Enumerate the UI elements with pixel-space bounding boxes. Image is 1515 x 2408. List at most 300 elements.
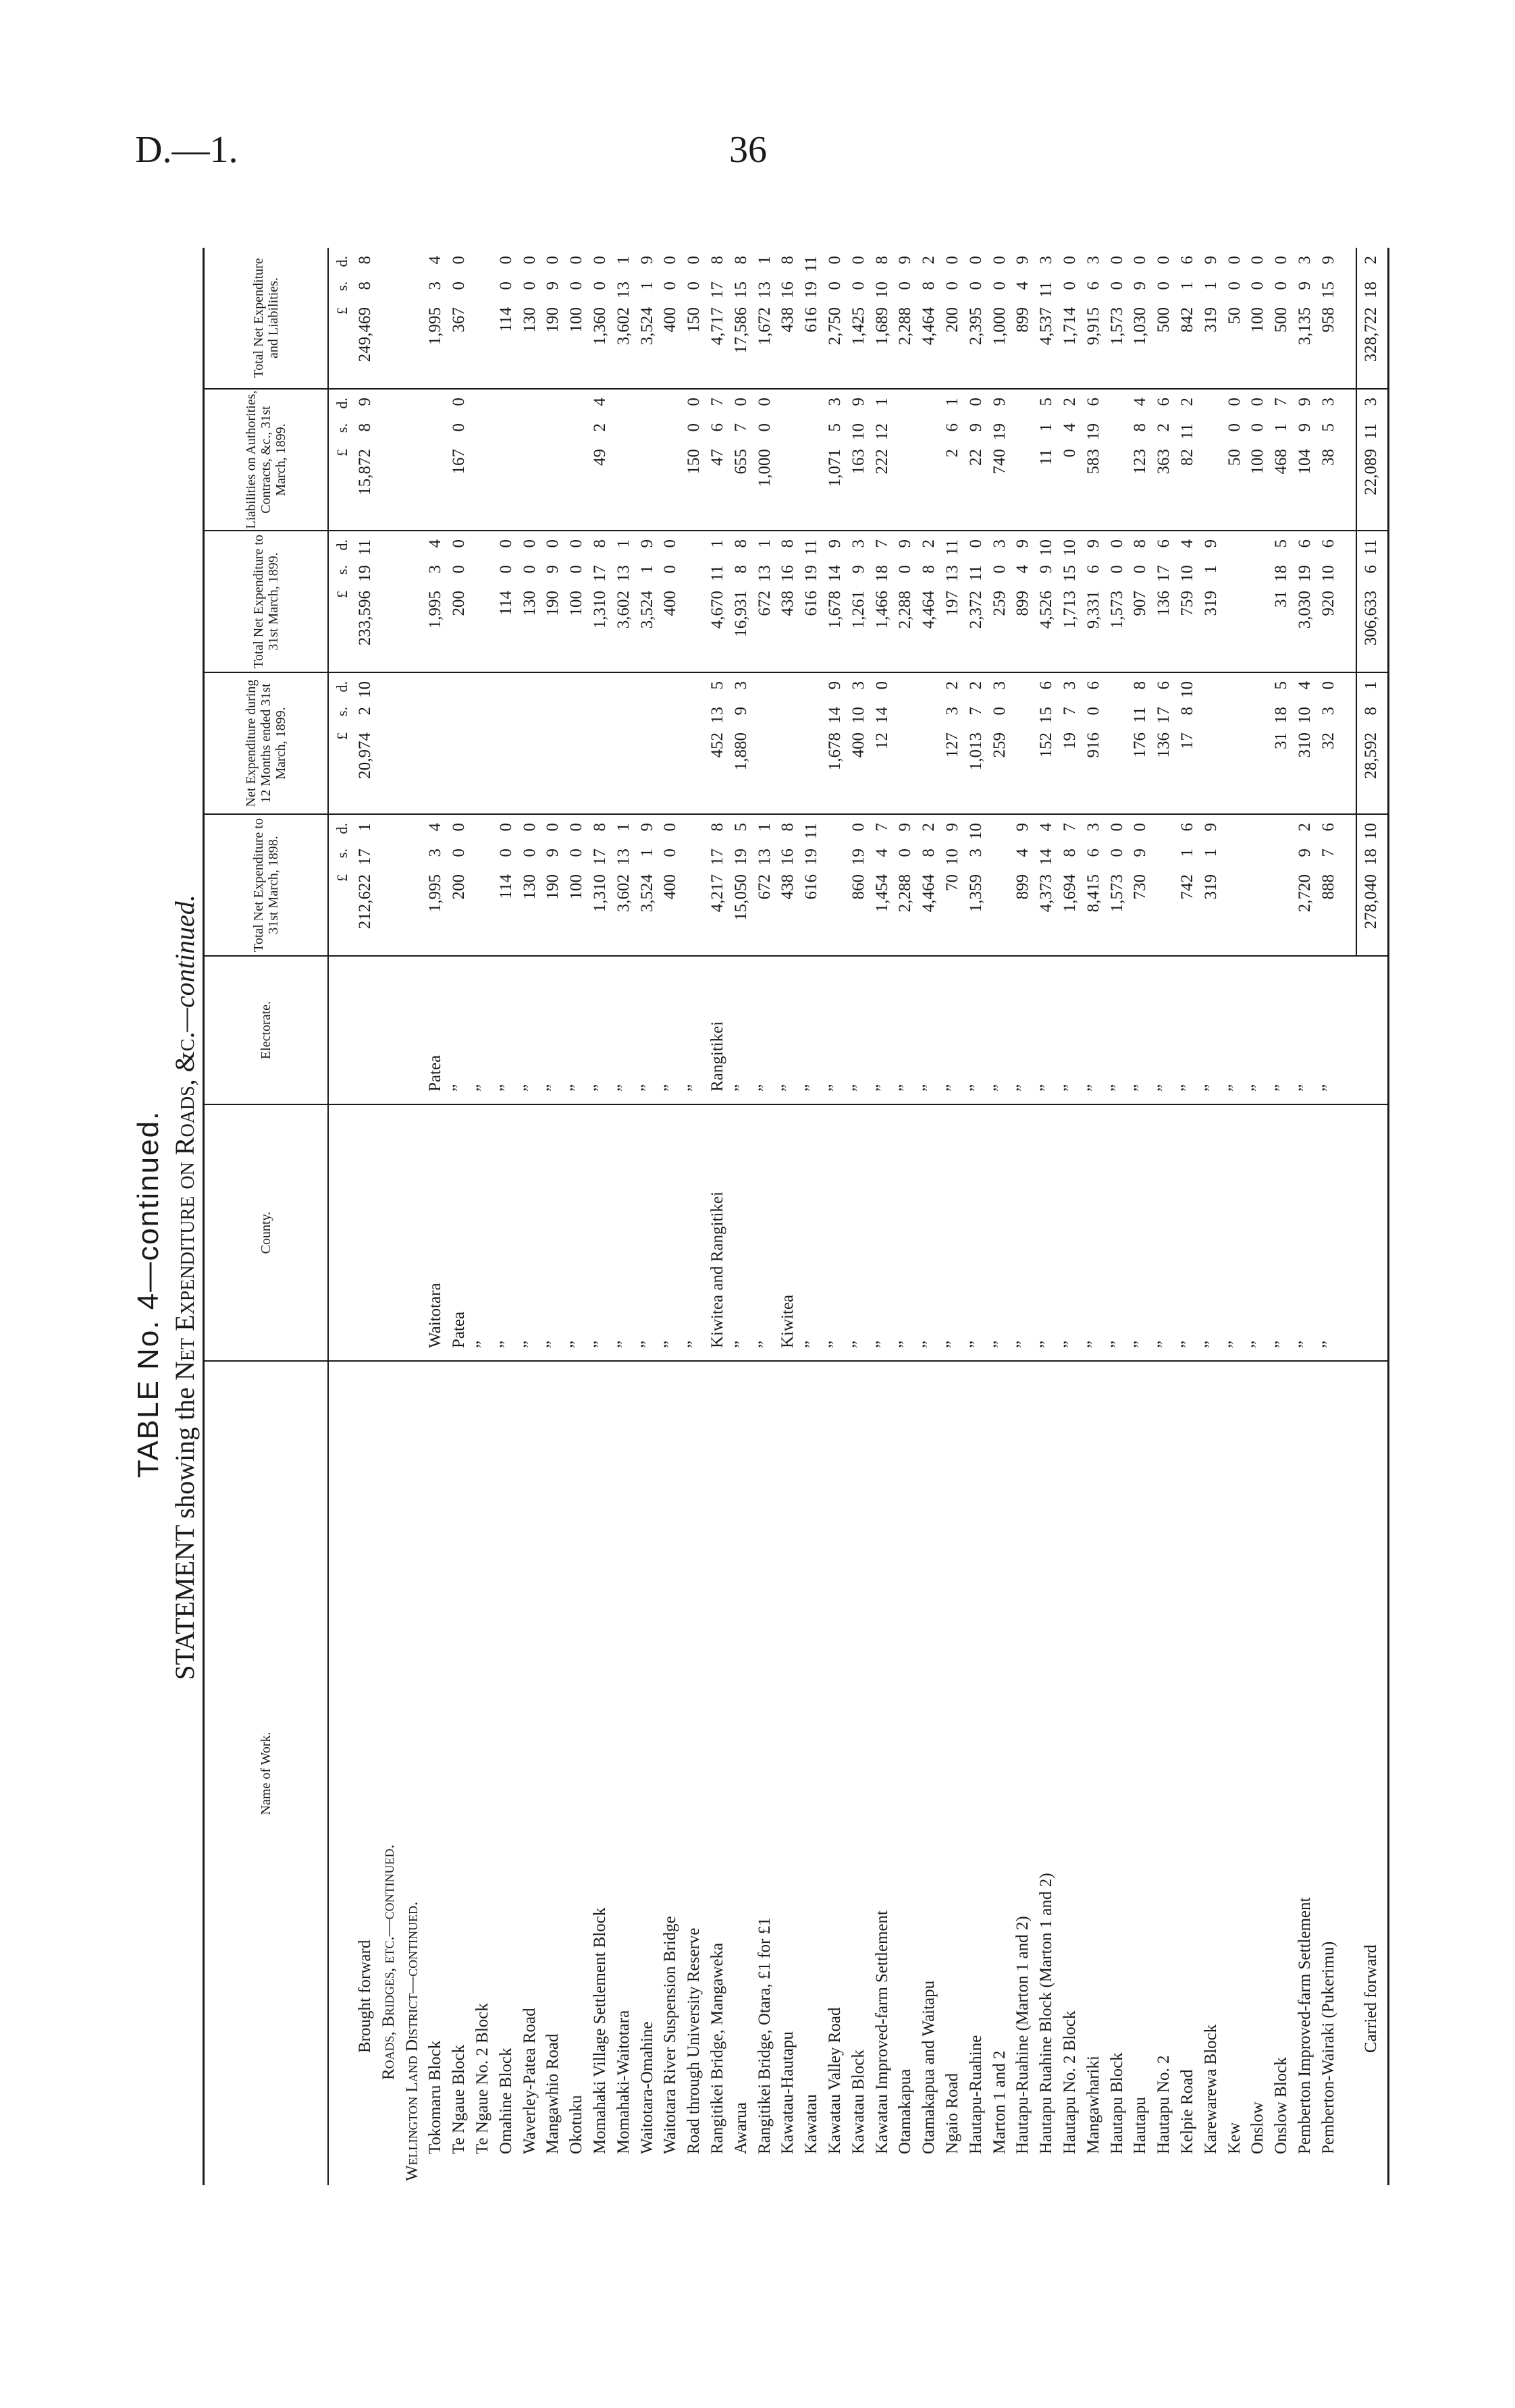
c3-pence: 9	[1084, 539, 1102, 548]
c1-pounds: 616	[802, 874, 821, 900]
c3-pence: 7	[872, 539, 891, 548]
c5-pounds: 200	[943, 307, 961, 333]
county-cell: ”	[1037, 1340, 1056, 1348]
c2-shillings: 14	[826, 707, 844, 724]
c4-pence: 6	[1154, 398, 1173, 406]
work-name: Kew	[1225, 2122, 1244, 2154]
c3-pence: 10	[1037, 539, 1056, 556]
electorate-cell: ”	[896, 1083, 915, 1092]
c3-shillings: 19	[802, 565, 821, 582]
c4-pounds: 15,872	[356, 449, 374, 496]
c2-shillings: 3	[943, 707, 961, 716]
electorate-cell: ”	[778, 1083, 797, 1092]
c5-shillings: 15	[731, 282, 750, 298]
c5-pounds: 114	[496, 307, 515, 332]
table-row	[1295, 248, 1315, 2185]
c3-pence: 0	[661, 539, 680, 548]
c2-pence: 1	[1362, 681, 1380, 690]
work-name: Hautapu No. 2	[1154, 2055, 1173, 2154]
county-cell: ”	[755, 1340, 774, 1348]
c4-shillings: 10	[849, 423, 868, 440]
c2-pounds: 152	[1037, 732, 1056, 758]
table-row	[755, 248, 775, 2185]
c4-shillings: 19	[1084, 423, 1102, 440]
c1-pounds: 319	[1201, 874, 1220, 900]
work-name: Mangawhio Road	[543, 2033, 562, 2154]
col-header-total-1898: Total Net Expenditure to 31st March, 1898.	[251, 818, 281, 952]
c3-pounds: 1,261	[849, 591, 868, 629]
electorate-cell: ”	[1272, 1083, 1291, 1092]
table-row	[990, 248, 1010, 2185]
county-cell: Kiwitea and Rangitikei	[708, 1192, 726, 1348]
c3-shillings: 0	[567, 565, 586, 574]
c1-shillings: 6	[1084, 849, 1102, 857]
work-name: Tokomaru Block	[426, 2040, 445, 2154]
c1-shillings: 8	[1061, 849, 1079, 857]
c4-shillings: 0	[450, 423, 469, 432]
c4-pence: 0	[731, 398, 750, 406]
work-name: Road through University Reserve	[685, 1927, 703, 2154]
c4-shillings: 9	[966, 423, 985, 432]
c4-pounds: 150	[685, 449, 703, 475]
c2-pounds: 31	[1272, 732, 1291, 749]
c1-shillings: 0	[1107, 849, 1126, 857]
c5-pence: 4	[426, 256, 445, 265]
unit-s: s.	[334, 707, 350, 717]
c3-pence: 10	[1061, 539, 1079, 556]
county-cell: ”	[543, 1340, 562, 1348]
c5-pence: 0	[543, 256, 562, 265]
work-name: Hautapu-Ruahine (Marton 1 and 2)	[1013, 1916, 1032, 2154]
c1-pounds: 70	[943, 874, 961, 891]
c4-pence: 0	[450, 398, 469, 406]
c4-pounds: 11	[1037, 449, 1056, 466]
c3-shillings: 10	[1178, 565, 1196, 582]
c4-pence: 4	[1131, 398, 1150, 406]
c5-pounds: 842	[1178, 307, 1196, 333]
c3-shillings: 6	[1362, 565, 1380, 574]
c4-pence: 3	[1319, 398, 1337, 406]
c5-pence: 6	[1178, 256, 1196, 265]
units-row	[332, 248, 352, 2185]
unit-s: s.	[334, 282, 350, 292]
c3-pounds: 672	[755, 591, 774, 616]
c1-pounds: 1,310	[591, 874, 609, 913]
c5-pounds: 899	[1013, 307, 1032, 333]
county-cell: ”	[849, 1340, 868, 1348]
c2-pence: 8	[1131, 681, 1150, 690]
expenditure-table	[203, 248, 1391, 2185]
c5-pence: 1	[755, 256, 774, 265]
c5-pence: 9	[1013, 256, 1032, 265]
electorate-cell: ”	[826, 1083, 844, 1092]
work-name: Hautapu Block	[1107, 2052, 1126, 2154]
c3-pence: 0	[567, 539, 586, 548]
c4-pounds: 50	[1225, 449, 1244, 466]
c3-shillings: 8	[920, 565, 938, 574]
table-row	[1130, 248, 1150, 2185]
c3-shillings: 0	[496, 565, 515, 574]
table-row	[660, 248, 681, 2185]
c5-pounds: 100	[1248, 307, 1267, 333]
c1-pence: 6	[1178, 823, 1196, 832]
c3-pounds: 9,331	[1084, 591, 1102, 629]
c5-pounds: 319	[1201, 307, 1220, 333]
c3-shillings: 17	[1154, 565, 1173, 582]
work-name: Hautapu	[1131, 2097, 1150, 2154]
county-cell: ”	[920, 1340, 938, 1348]
c4-shillings: 1	[1272, 423, 1291, 432]
c2-pence: 2	[943, 681, 961, 690]
unit-s: s.	[334, 849, 350, 859]
c3-pounds: 130	[520, 591, 539, 616]
col-header-total-1899: Total Net Expenditure to 31st March, 1899.	[251, 535, 281, 668]
c4-pounds: 363	[1154, 449, 1173, 475]
c1-pounds: 438	[778, 874, 797, 900]
c1-pounds: 400	[661, 874, 680, 900]
c1-pence: 9	[1201, 823, 1220, 832]
c3-pounds: 2,372	[966, 591, 985, 629]
c1-pounds: 3,602	[614, 874, 633, 913]
electorate-cell: ”	[591, 1083, 609, 1092]
county-cell: ”	[473, 1340, 491, 1348]
c4-pounds: 740	[990, 449, 1009, 475]
work-name: Carried forward	[1362, 1944, 1380, 2053]
work-name: Omahine Block	[496, 2048, 515, 2154]
c4-shillings: 11	[1362, 423, 1380, 440]
c5-shillings: 0	[1248, 282, 1267, 290]
c5-pence: 1	[614, 256, 633, 265]
c3-pounds: 136	[1154, 591, 1173, 616]
c4-pounds: 167	[450, 449, 469, 475]
c5-pounds: 616	[802, 307, 821, 333]
c1-pence: 8	[591, 823, 609, 832]
c4-pounds: 655	[731, 449, 750, 475]
c3-pence: 6	[1296, 539, 1314, 548]
c2-shillings: 8	[1362, 707, 1380, 716]
c5-pounds: 3,524	[637, 307, 656, 346]
c3-pence: 11	[356, 539, 374, 556]
c3-pounds: 319	[1201, 591, 1220, 616]
c5-shillings: 8	[356, 282, 374, 290]
table-row	[449, 248, 469, 2185]
c3-shillings: 19	[1296, 565, 1314, 582]
c2-pence: 9	[826, 681, 844, 690]
c1-shillings: 3	[426, 849, 445, 857]
unit-pound: £	[334, 591, 350, 598]
c3-pounds: 200	[450, 591, 469, 616]
c5-pounds: 2,288	[896, 307, 915, 346]
c1-pounds: 1,454	[872, 874, 891, 913]
work-name: Okotuku	[567, 2095, 586, 2154]
c1-pence: 8	[778, 823, 797, 832]
c4-pounds: 583	[1084, 449, 1102, 475]
c5-pounds: 1,689	[872, 307, 891, 346]
work-name: Kawatau Improved-farm Settlement	[872, 1910, 891, 2154]
table-row	[1154, 248, 1174, 2185]
c5-pence: 2	[1362, 256, 1380, 265]
unit-pound: £	[334, 449, 350, 456]
c5-shillings: 1	[637, 282, 656, 290]
c2-shillings: 7	[966, 707, 985, 716]
work-name: Hautapu-Ruahine	[966, 2035, 985, 2154]
c5-shillings: 0	[685, 282, 703, 290]
c5-pounds: 2,750	[826, 307, 844, 346]
county-cell: ”	[1107, 1340, 1126, 1348]
work-name: Mangawhariki	[1084, 2056, 1102, 2154]
c2-pounds: 20,974	[356, 732, 374, 779]
c1-shillings: 9	[1296, 849, 1314, 857]
table-row	[1248, 248, 1268, 2185]
c3-pounds: 3,524	[637, 591, 656, 629]
c3-pence: 4	[1178, 539, 1196, 548]
c1-pence: 10	[1362, 823, 1380, 840]
c3-shillings: 0	[896, 565, 915, 574]
c4-pounds: 2	[943, 449, 961, 458]
table-row	[1319, 248, 1339, 2185]
statement-main: Net Expenditure on Roads, &c.	[169, 1032, 200, 1381]
c5-pence: 8	[778, 256, 797, 265]
c5-pence: 8	[731, 256, 750, 265]
c1-pence: 0	[496, 823, 515, 832]
work-name: Onslow	[1248, 2102, 1267, 2154]
c1-pounds: 8,415	[1084, 874, 1102, 913]
c2-pence: 6	[1154, 681, 1173, 690]
c4-pounds: 1,071	[826, 449, 844, 487]
c3-shillings: 1	[637, 565, 656, 574]
county-cell: ”	[1131, 1340, 1150, 1348]
unit-d: d.	[334, 823, 350, 834]
county-cell: ”	[567, 1340, 586, 1348]
c1-pounds: 130	[520, 874, 539, 900]
c5-pence: 0	[849, 256, 868, 265]
c2-pence: 6	[1037, 681, 1056, 690]
c4-pounds: 22,089	[1362, 449, 1380, 496]
c4-shillings: 11	[1178, 423, 1196, 440]
c5-pence: 0	[1154, 256, 1173, 265]
c5-pence: 0	[966, 256, 985, 265]
table-row	[1225, 248, 1245, 2185]
c5-shillings: 0	[661, 282, 680, 290]
c2-shillings: 3	[1319, 707, 1337, 716]
table-row	[895, 248, 915, 2185]
c5-shillings: 3	[426, 282, 445, 290]
c2-pence: 3	[1061, 681, 1079, 690]
c1-pounds: 1,573	[1107, 874, 1126, 913]
c1-pounds: 860	[849, 874, 868, 900]
c3-pence: 0	[966, 539, 985, 548]
c4-pounds: 100	[1248, 449, 1267, 475]
table-row	[590, 248, 610, 2185]
electorate-cell: ”	[1178, 1083, 1196, 1092]
c1-pence: 0	[543, 823, 562, 832]
county-cell: ”	[1296, 1340, 1314, 1348]
c5-pence: 0	[1225, 256, 1244, 265]
work-name: Pemberton-Wairaki (Pukerimu)	[1319, 1941, 1337, 2154]
c1-shillings: 13	[614, 849, 633, 865]
c3-pounds: 438	[778, 591, 797, 616]
electorate-cell: ”	[661, 1083, 680, 1092]
c4-shillings: 0	[685, 423, 703, 432]
work-name: Hautapu No. 2 Block	[1061, 2010, 1079, 2154]
electorate-cell: ”	[520, 1083, 539, 1092]
work-name: Kelpie Road	[1178, 2069, 1196, 2154]
county-cell: ”	[614, 1340, 633, 1348]
c4-pence: 9	[990, 398, 1009, 406]
c4-pence: 1	[872, 398, 891, 406]
county-cell: ”	[591, 1340, 609, 1348]
c3-pounds: 233,596	[356, 591, 374, 646]
c5-pounds: 438	[778, 307, 797, 333]
table-row	[520, 248, 540, 2185]
table-row	[355, 248, 375, 2185]
work-name: Wellington Land District—continued.	[402, 1901, 421, 2181]
c4-shillings: 1	[1037, 423, 1056, 432]
c4-pence: 9	[1296, 398, 1314, 406]
c1-pence: 7	[872, 823, 891, 832]
col-header-electorate: Electorate.	[259, 1000, 273, 1060]
work-name: Momahaki-Waitotara	[614, 2010, 633, 2154]
table-row	[1271, 248, 1292, 2185]
unit-pound: £	[334, 307, 350, 315]
c5-shillings: 0	[1225, 282, 1244, 290]
table-row	[1084, 248, 1104, 2185]
c3-pounds: 1,310	[591, 591, 609, 629]
c1-shillings: 0	[496, 849, 515, 857]
electorate-cell: Patea	[426, 1054, 445, 1092]
c4-shillings: 6	[708, 423, 726, 432]
c5-pounds: 1,425	[849, 307, 868, 346]
c3-shillings: 14	[826, 565, 844, 582]
c2-shillings: 8	[1178, 707, 1196, 716]
c5-pence: 9	[896, 256, 915, 265]
county-cell: ”	[685, 1340, 703, 1348]
c4-shillings: 2	[1154, 423, 1173, 432]
c5-pence: 0	[990, 256, 1009, 265]
c4-shillings: 6	[943, 423, 961, 432]
table-row	[942, 248, 963, 2185]
c1-shillings: 19	[731, 849, 750, 865]
c2-pence: 5	[708, 681, 726, 690]
c5-shillings: 4	[1013, 282, 1032, 290]
col-header-county: County.	[259, 1211, 273, 1254]
c2-pence: 3	[990, 681, 1009, 690]
c3-shillings: 18	[1272, 565, 1291, 582]
c4-shillings: 5	[826, 423, 844, 432]
c1-shillings: 7	[1319, 849, 1337, 857]
c5-pence: 0	[943, 256, 961, 265]
c5-shillings: 0	[496, 282, 515, 290]
c1-pence: 8	[708, 823, 726, 832]
col-header-total-liabilities: Total Net Expenditure and Liabilities.	[251, 258, 281, 378]
c2-shillings: 17	[1154, 707, 1173, 724]
table-row	[801, 248, 822, 2185]
statement-prefix: STATEMENT showing the	[169, 1387, 200, 1680]
c4-pence: 2	[1178, 398, 1196, 406]
electorate-cell: ”	[567, 1083, 586, 1092]
c5-pence: 3	[1084, 256, 1102, 265]
c5-shillings: 0	[826, 282, 844, 290]
c1-shillings: 17	[591, 849, 609, 865]
electorate-cell: ”	[920, 1083, 938, 1092]
c4-shillings: 5	[1319, 423, 1337, 432]
c4-pence: 0	[685, 398, 703, 406]
c5-shillings: 13	[755, 282, 774, 298]
c4-pence: 7	[708, 398, 726, 406]
c3-shillings: 0	[1131, 565, 1150, 574]
c5-pence: 9	[1319, 256, 1337, 265]
c3-shillings: 13	[614, 565, 633, 582]
c3-shillings: 13	[755, 565, 774, 582]
c5-shillings: 0	[1061, 282, 1079, 290]
c3-shillings: 9	[543, 565, 562, 574]
c3-pence: 2	[920, 539, 938, 548]
c1-pounds: 114	[496, 874, 515, 899]
c5-pounds: 500	[1154, 307, 1173, 333]
c5-shillings: 19	[802, 282, 821, 298]
c3-pounds: 1,678	[826, 591, 844, 629]
c5-pounds: 50	[1225, 307, 1244, 324]
c1-shillings: 4	[872, 849, 891, 857]
c2-pence: 0	[1319, 681, 1337, 690]
work-name: Te Ngaue No. 2 Block	[473, 2003, 491, 2154]
table-row	[731, 248, 751, 2185]
c1-shillings: 0	[520, 849, 539, 857]
c1-shillings: 14	[1037, 849, 1056, 865]
work-name: Kawatau Valley Road	[826, 2007, 844, 2154]
work-name: Kawatau	[802, 2094, 821, 2154]
work-name: Karewarewa Block	[1201, 2024, 1220, 2154]
c3-pence: 8	[731, 539, 750, 548]
c5-pounds: 4,464	[920, 307, 938, 346]
c4-pounds: 38	[1319, 449, 1337, 466]
c1-pence: 5	[731, 823, 750, 832]
c2-shillings: 14	[872, 707, 891, 724]
c3-pence: 5	[1272, 539, 1291, 548]
c3-pounds: 4,670	[708, 591, 726, 629]
c2-pence: 2	[966, 681, 985, 690]
c3-pounds: 2,288	[896, 591, 915, 629]
c3-pounds: 1,995	[426, 591, 445, 629]
electorate-cell: ”	[1225, 1083, 1244, 1092]
c5-pence: 9	[637, 256, 656, 265]
c1-pence: 10	[966, 823, 985, 840]
c1-pounds: 200	[450, 874, 469, 900]
unit-s: s.	[334, 565, 350, 575]
c1-shillings: 3	[966, 849, 985, 857]
c5-shillings: 0	[450, 282, 469, 290]
c3-pence: 11	[943, 539, 961, 556]
c3-pence: 0	[450, 539, 469, 548]
county-cell: ”	[943, 1340, 961, 1348]
c1-pence: 11	[802, 823, 821, 840]
c5-shillings: 10	[872, 282, 891, 298]
c4-pounds: 468	[1272, 449, 1291, 475]
c5-pence: 0	[826, 256, 844, 265]
electorate-cell: ”	[496, 1083, 515, 1092]
c3-pence: 1	[755, 539, 774, 548]
c5-pounds: 9,915	[1084, 307, 1102, 346]
work-name: Rangitikei Bridge, Mangaweka	[708, 1942, 726, 2154]
c2-pounds: 1,013	[966, 732, 985, 771]
c1-shillings: 17	[708, 849, 726, 865]
c3-shillings: 0	[520, 565, 539, 574]
c3-pounds: 3,602	[614, 591, 633, 629]
c4-pounds: 104	[1296, 449, 1314, 475]
c4-pence: 2	[1061, 398, 1079, 406]
c3-pounds: 197	[943, 591, 961, 616]
c2-shillings: 18	[1272, 707, 1291, 724]
